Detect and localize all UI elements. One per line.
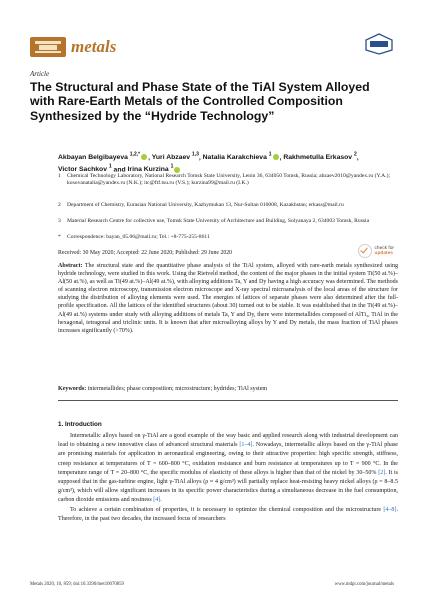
journal-logo xyxy=(30,37,116,57)
footer-journal-url[interactable]: www.mdpi.com/journal/metals xyxy=(334,582,394,587)
author-name: Akbayan Belgibayeva $^{1,2,*}$ xyxy=(58,152,141,162)
footer-citation: Metals 2020, 10, 859; doi:10.3390/met10070859 xyxy=(30,582,124,587)
affiliation-text: Material Research Centre for collective use, Tomsk State University of Architecture and Building, Solyanaya 2, 634003 Tomsk, Russia xyxy=(67,218,370,224)
updates-line-2: updates xyxy=(374,251,393,256)
keywords xyxy=(58,385,398,393)
affiliation-number: 2 xyxy=(58,202,61,208)
orcid-icon[interactable] xyxy=(273,154,279,160)
affiliation-text: Chemical Technology Laboratory, National Research Tomsk State University, Lenin 36, 634050 Tomsk, Russia; abzaev2010@yandex.ru (Y.A.); kosovanatalia@yandex.ru (N.K.); itc@ftf.tsu.ru (V.S.); kurzina99@mail.ru (I.K.) xyxy=(67,173,391,187)
body-text-run: . xyxy=(160,497,162,504)
journal-name: metals xyxy=(71,37,117,56)
affiliation-number: * xyxy=(58,234,61,240)
author-name: Victor Sachkov $^1$ xyxy=(58,164,112,174)
body-text-run: . Nowadays, intermetallic alloys based on the γ-TiAl phase are promising materials for application in aeronautical engineering, owing to their attractive properties: high specific strength, stiffness, creep resistance at temperatures of T = 600–800 °C, oxidation resistance and burn resistance at temperatures up to T = 900 °C. In the temperature range of T = 20–800 °C, the specific modulus of elasticity of these alloys is higher than that of the nickel by 30–50% xyxy=(58,442,398,476)
author-list xyxy=(58,151,393,175)
keywords-text: intermetallides; phase composition; microstructure; hydrides; TiAl system xyxy=(87,386,268,392)
keywords-label: Keywords: xyxy=(58,386,87,392)
orcid-icon[interactable] xyxy=(174,167,180,173)
citation-link[interactable]: [2] xyxy=(378,469,386,476)
author-affiliation-marker: 1 xyxy=(268,152,272,158)
author-affiliation-marker: 1 xyxy=(170,164,174,171)
introduction-text xyxy=(58,432,398,524)
check-for-updates-badge[interactable] xyxy=(358,244,394,258)
section-heading: 1. Introduction xyxy=(58,421,102,428)
abstract xyxy=(58,262,398,335)
article-type: Article xyxy=(30,70,50,78)
author-affiliation-marker: 2 xyxy=(353,152,357,158)
affiliation-number: 1 xyxy=(58,173,61,179)
author-name: Irina Kurzina $^1$ xyxy=(127,164,174,174)
affiliation-3 xyxy=(58,218,398,225)
check-updates-icon xyxy=(358,244,372,258)
author-affiliation-marker: 1,3 xyxy=(191,152,199,158)
author-affiliation-marker: 1 xyxy=(108,164,112,171)
body-paragraph xyxy=(58,506,398,524)
author-name: Yuri Abzaev $^{1,3}$ xyxy=(151,152,199,162)
abstract-text: The structural state and the quantitative phase analysis of the TiAl system, alloyed with rare-earth metals synthesized using hydride technology, were studied in this work. Using the Rietveld method, the content of the major phases in the initial system Ti(50 at.%)–Al(50 at.%), as well as Ti(49 at.%)–Al(49 at.%), with alloying additions Ta, Y and Dy having a high accuracy was determined. The methods of scanning electron microscopy, transmission electron microscope and X-ray spectral microanalysis of the local areas of the structure for studying the distribution of alloying elements were used. The energies of lattices of separate phases were also determined after the full-profile specification. All the lattices of the identified structures (about 30) turned out to be stable. It was established that in the Ti(49 at.%)–Al(49 at.%) systems under study with alloying additions of metals Ta, Y and Dy, there were intermetallides composed of AlTi₃, TiAl in the hexagonal, tetragonal and triclinic units. It is known that after microalloying alloys by Y and Dy metals, the mass fraction of TiAl phases increases significantly (>70%). xyxy=(58,263,399,334)
author-name: Rakhmetulla Erkasov $^2$ xyxy=(283,152,357,162)
affiliation-text: Department of Chemistry, Eurasian National University, Kazhymukan 13, Nur-Sultan 010008, Kazakhstan; erkass@mail.ru xyxy=(67,202,344,208)
body-text-run: To achieve a certain combination of properties, it is necessary to optimize the chemical composition and the microstructure xyxy=(70,506,384,513)
affiliation-text: Correspondence: bayan_05.06@mail.ru; Tel.: +8-775-255-8611 xyxy=(67,234,210,240)
abstract-label: Abstract: xyxy=(58,263,83,269)
citation-link[interactable]: [1–4] xyxy=(239,442,253,449)
citation-link[interactable]: [4–8] xyxy=(383,506,397,513)
citation-link[interactable]: [4] xyxy=(153,497,161,504)
body-text-run: . It is supposed that in the gas-turbine engine, light γ-TiAl alloys (ρ ≈ 4 g/cm³) will partially replace heat-resisting heavy nickel alloys (ρ = 8–8.5 g/cm³), which will allow significant increases in its specific power characteristics during a simultaneous decrease in the fuel consumption, carbon dioxide emissions and nosiness xyxy=(58,469,398,504)
orcid-icon[interactable] xyxy=(141,154,147,160)
journal-logo-icon xyxy=(30,37,66,57)
author-affiliation-marker: 1,2,* xyxy=(129,152,141,158)
author-line-2: Victor Sachkov $^1$ and Irina Kurzina $^1$ xyxy=(58,163,393,175)
affiliation-number: 3 xyxy=(58,218,61,224)
affiliation-1 xyxy=(58,173,398,187)
body-paragraph xyxy=(58,432,398,506)
updates-line-1: check for xyxy=(374,246,394,251)
author-name: Natalia Karakchieva $^1$ xyxy=(202,152,272,162)
publication-dates: Received: 30 May 2020; Accepted: 22 June 2020; Published: 29 June 2020 xyxy=(58,250,233,256)
paper-title: The Structural and Phase State of the TiAl System Alloyed with Rare-Earth Metals of the Controlled Composition Synthesized by the “Hydride Technology” xyxy=(30,80,370,123)
author-line-1: Akbayan Belgibayeva $^{1,2,*}$ , Yuri Abzaev $^{1,3}$, Natalia Karakchieva $^1$ , Rakhmetulla Erkasov $^2$, xyxy=(58,152,359,162)
section-divider xyxy=(58,400,398,401)
body-text-run: . Therefore, in the past two decades, the increased focus of researchers xyxy=(58,506,398,522)
affiliation-2 xyxy=(58,202,398,209)
mdpi-logo-icon xyxy=(364,33,394,55)
body-text-run: Intermetallic alloys based on γ-TiAl are a good example of the way basic and applied research along with industrial development can lead to obtaining a new innovative class of advanced structural materials xyxy=(58,433,398,449)
correspondence xyxy=(58,234,398,241)
